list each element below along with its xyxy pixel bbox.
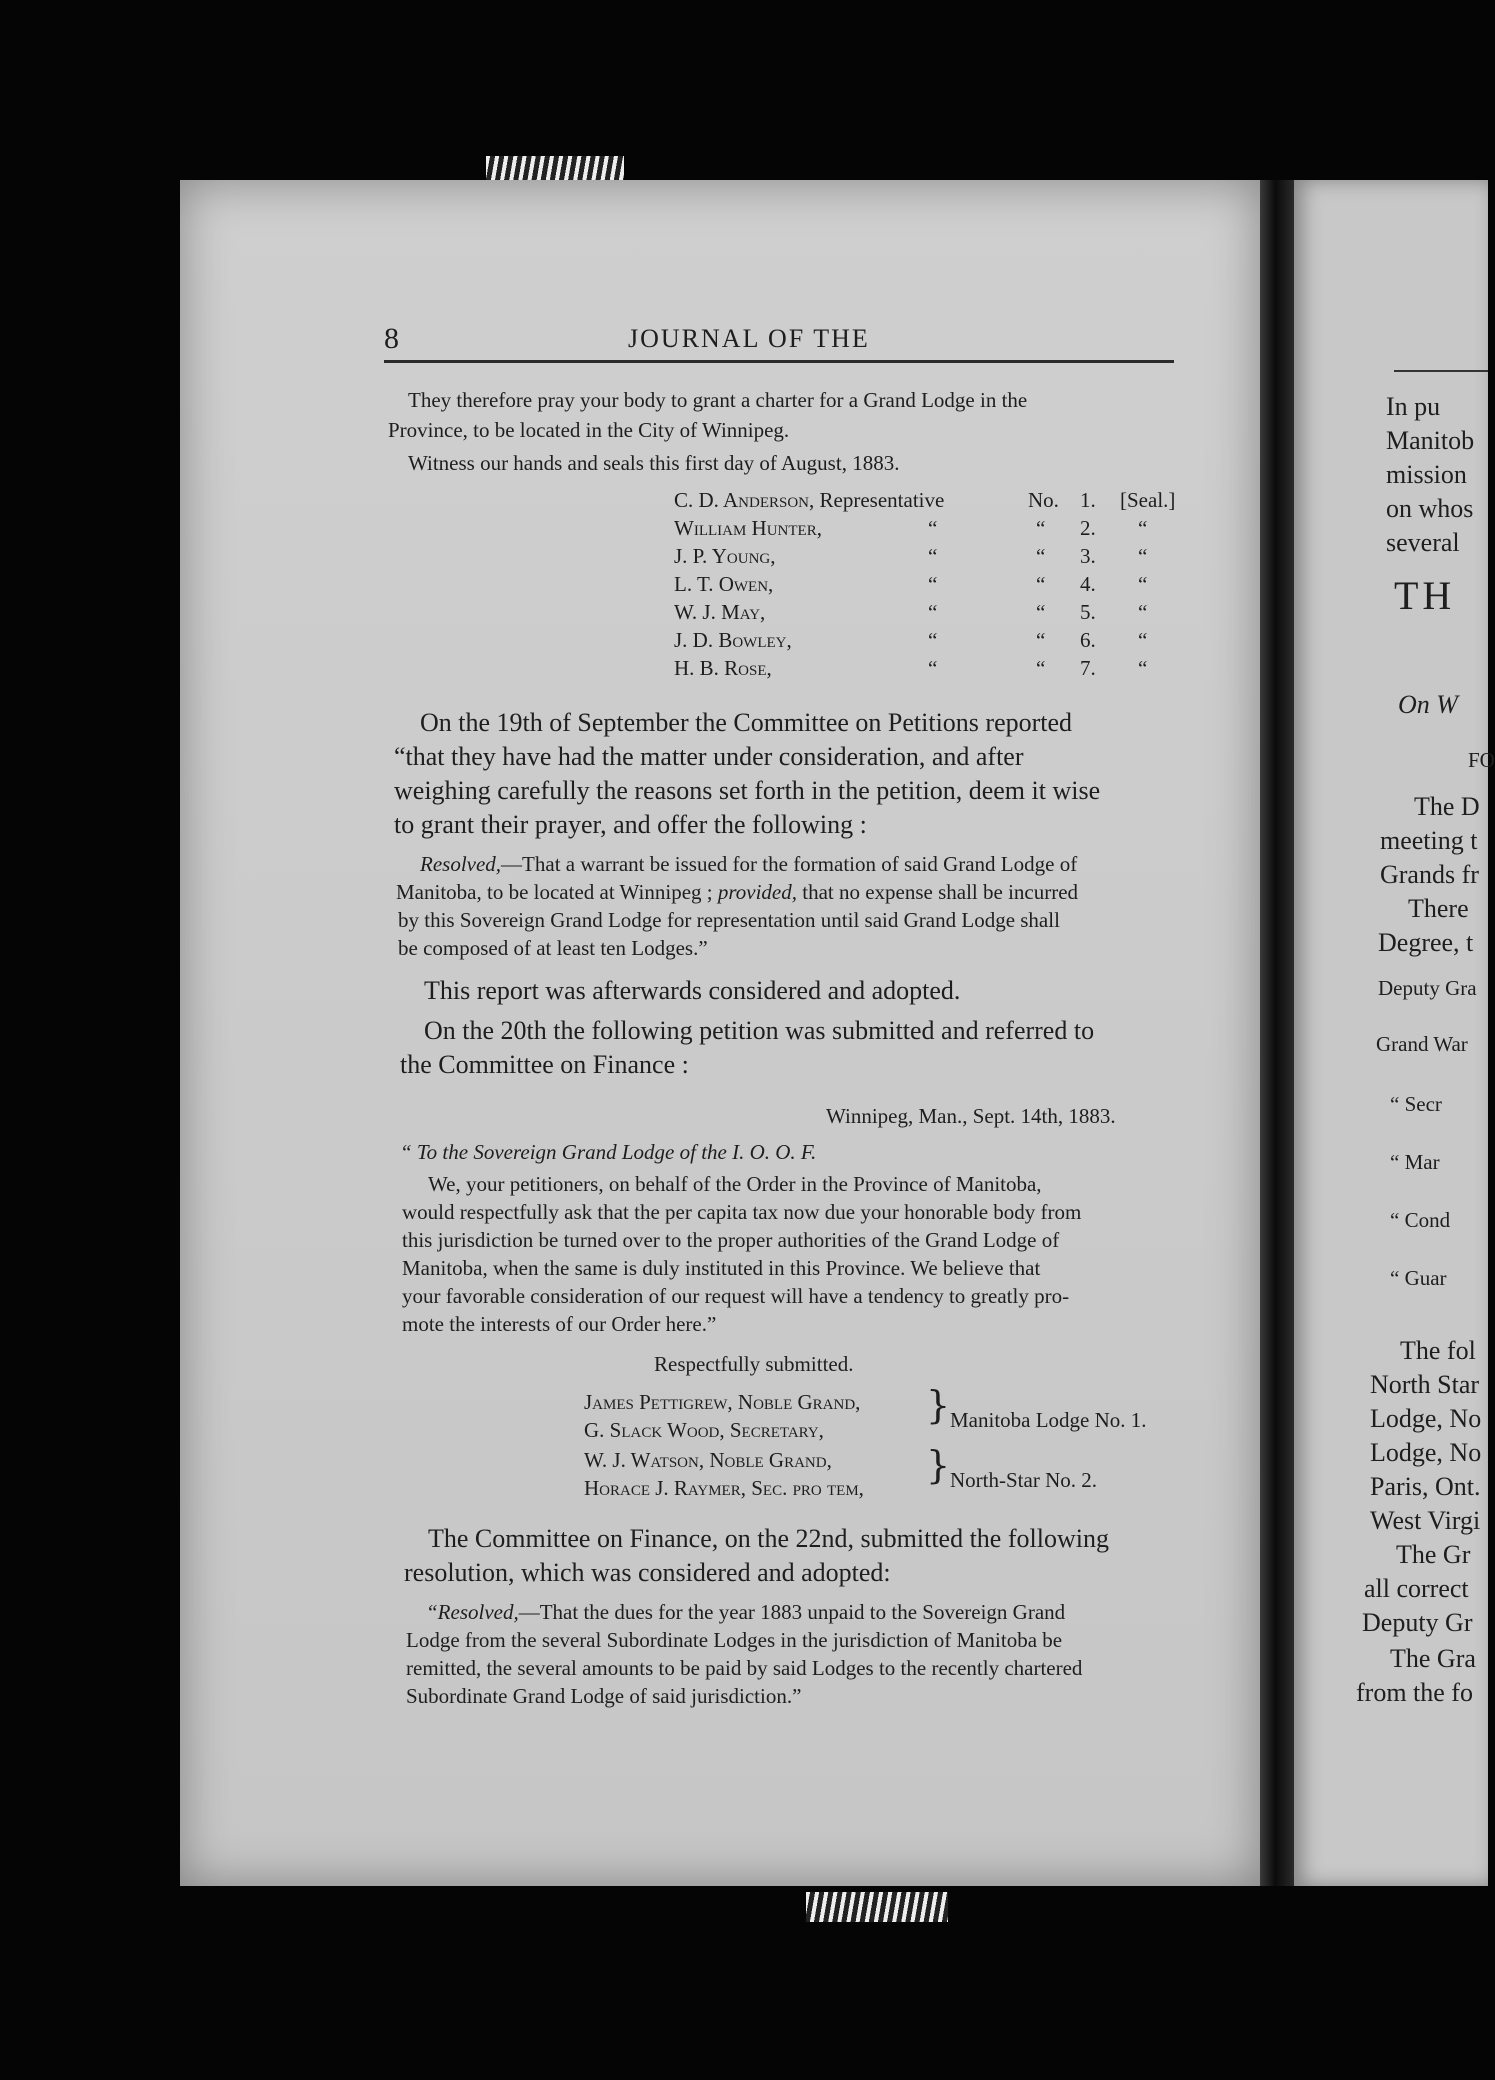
running-head: JOURNAL OF THE	[628, 324, 870, 353]
finance-intro: the Committee on Finance :	[400, 1050, 689, 1079]
signer-title: Representative	[819, 488, 945, 512]
report-line: weighing carefully the reasons set forth in the petition, deem it wise	[394, 776, 1101, 805]
final-resolution-line: Lodge from the several Subordinate Lodges in the jurisdiction of Manitoba be	[406, 1628, 1063, 1652]
right-page-line: In pu	[1386, 392, 1441, 421]
lodge-name: North-Star No. 2.	[950, 1468, 1097, 1492]
signer-number: 5.	[1080, 600, 1096, 624]
lodge-signer: W. J. Watson, Noble Grand,	[584, 1448, 832, 1472]
right-page-line: “ Guar	[1390, 1266, 1447, 1290]
signer-name: W. J. May,	[674, 600, 766, 624]
signer-name: C. D. Anderson,	[674, 488, 815, 512]
page-number: 8	[384, 322, 399, 355]
brace: }	[926, 1443, 951, 1487]
signer-number: 7.	[1080, 656, 1096, 680]
lodge-signer: James Pettigrew, Noble Grand,	[584, 1390, 861, 1414]
right-page-line: meeting t	[1380, 826, 1478, 855]
signer-no-label: “	[1036, 572, 1046, 596]
signer-number: 4.	[1080, 572, 1096, 596]
petition-body-line: this jurisdiction be turned over to the proper authorities of the Grand Lodge of	[402, 1228, 1060, 1252]
signer-title: “	[928, 656, 938, 680]
right-page-line: FO	[1468, 748, 1495, 772]
report-adopted: This report was afterwards considered and adopted.	[424, 976, 961, 1005]
signer-seal: “	[1138, 544, 1148, 568]
signer-no-label: “	[1036, 656, 1046, 680]
lodge-name: Manitoba Lodge No. 1.	[950, 1408, 1147, 1432]
right-page-line: Grand War	[1376, 1032, 1468, 1056]
right-page-line: The fol	[1400, 1336, 1476, 1365]
right-page-line: mission	[1386, 460, 1467, 489]
right-page-line: several	[1386, 528, 1460, 557]
right-page-line: Degree, t	[1378, 928, 1474, 957]
lodge-signer: G. Slack Wood, Secretary,	[584, 1418, 824, 1442]
petition-body-line: We, your petitioners, on behalf of the Order in the Province of Manitoba,	[428, 1172, 1042, 1196]
signer-number: 6.	[1080, 628, 1096, 652]
right-page-line: from the fo	[1356, 1678, 1473, 1707]
final-resolution-line: “Resolved,—That the dues for the year 1883 unpaid to the Sovereign Grand	[426, 1600, 1066, 1624]
report-line: On the 19th of September the Committee on Petitions reported	[420, 708, 1073, 737]
right-page-fragment	[1294, 180, 1495, 1886]
petition-body-line: Manitoba, when the same is duly instituted in this Province. We believe that	[402, 1256, 1041, 1280]
book-clip-top	[486, 156, 624, 182]
signer-number: 2.	[1080, 516, 1096, 540]
right-page-line: There	[1408, 894, 1469, 923]
right-page-heading: TH	[1394, 573, 1456, 618]
right-page-line: all correct	[1364, 1574, 1469, 1603]
signer-seal: “	[1138, 656, 1148, 680]
signer-no-label: No.	[1028, 488, 1059, 512]
right-page-line: Deputy Gra	[1378, 976, 1477, 1000]
header-rule	[384, 360, 1174, 363]
right-page-rule	[1394, 370, 1488, 372]
right-page-line: The D	[1414, 792, 1480, 821]
right-page-line: On W	[1398, 690, 1458, 719]
right-page-line: on whos	[1386, 494, 1474, 523]
right-page-line: Lodge, No	[1370, 1404, 1482, 1433]
final-resolution-line: remitted, the several amounts to be paid by said Lodges to the recently chartered	[406, 1656, 1083, 1680]
right-page-line: Lodge, No	[1370, 1438, 1482, 1467]
signer-seal: [Seal.]	[1120, 488, 1176, 512]
petition-line: Witness our hands and seals this first day of August, 1883.	[408, 451, 900, 475]
resolution-line: Resolved,—That a warrant be issued for the formation of said Grand Lodge of	[420, 852, 1078, 876]
resolution-line: Manitoba, to be located at Winnipeg ; provided, that no expense shall be incurred	[396, 880, 1079, 904]
lodge-signer: Horace J. Raymer, Sec. pro tem,	[584, 1476, 864, 1500]
brace: }	[926, 1383, 951, 1427]
closing: Respectfully submitted.	[654, 1352, 854, 1376]
signer-no-label: “	[1036, 544, 1046, 568]
right-page-line: Deputy Gr	[1362, 1608, 1473, 1637]
book-gutter	[1260, 180, 1294, 1886]
resolved-label: Resolved,	[420, 852, 502, 876]
petition-line: Province, to be located in the City of Winnipeg.	[388, 418, 790, 442]
signer-title: “	[928, 600, 938, 624]
signer-seal: “	[1138, 572, 1148, 596]
right-page-line: Grands fr	[1380, 860, 1479, 889]
petition-line: They therefore pray your body to grant a charter for a Grand Lodge in the	[408, 388, 1028, 412]
right-page-line: “ Secr	[1390, 1092, 1442, 1116]
signer-title: “	[928, 572, 938, 596]
finance-intro: On the 20th the following petition was submitted and referred to	[424, 1016, 1095, 1045]
signer-no-label: “	[1036, 516, 1046, 540]
book-clip-bottom	[806, 1892, 948, 1922]
petition-body-line: mote the interests of our Order here.”	[402, 1312, 717, 1336]
right-page-line: North Star	[1370, 1370, 1480, 1399]
right-page-line: Manitob	[1386, 426, 1475, 455]
right-page-line: Paris, Ont.	[1370, 1472, 1481, 1501]
signer-seal: “	[1138, 516, 1148, 540]
signer-title: “	[928, 516, 938, 540]
resolution-line: be composed of at least ten Lodges.”	[398, 936, 708, 960]
signer-name: J. D. Bowley,	[674, 628, 792, 652]
signer-name: L. T. Owen,	[674, 572, 774, 596]
final-line: resolution, which was considered and adopted:	[404, 1558, 891, 1587]
signer-seal: “	[1138, 600, 1148, 624]
signer-name: William Hunter,	[674, 516, 822, 540]
final-resolution-line: Subordinate Grand Lodge of said jurisdiction.”	[406, 1684, 802, 1708]
right-page-line: “ Cond	[1390, 1208, 1451, 1232]
signer-name: J. P. Young,	[674, 544, 776, 568]
right-page-line: “ Mar	[1390, 1150, 1440, 1174]
report-line: “that they have had the matter under consideration, and after	[394, 742, 1024, 771]
petition-body-line: your favorable consideration of our request will have a tendency to greatly pro-	[402, 1284, 1070, 1308]
dateline: Winnipeg, Man., Sept. 14th, 1883.	[826, 1104, 1116, 1128]
right-page-line: The Gr	[1396, 1540, 1471, 1569]
signer-number: 1.	[1080, 488, 1096, 512]
signer-number: 3.	[1080, 544, 1096, 568]
provided-label: provided,	[717, 880, 797, 904]
right-page-line: The Gra	[1390, 1644, 1476, 1673]
signer-name: H. B. Rose,	[674, 656, 772, 680]
report-line: to grant their prayer, and offer the following :	[394, 810, 867, 839]
signer-title: “	[928, 544, 938, 568]
address-line: “ To the Sovereign Grand Lodge of the I. O. O. F.	[400, 1140, 817, 1164]
signer-no-label: “	[1036, 628, 1046, 652]
signer-title: “	[928, 628, 938, 652]
petition-body-line: would respectfully ask that the per capita tax now due your honorable body from	[402, 1200, 1082, 1224]
left-page	[180, 180, 1260, 1886]
right-page-line: West Virgi	[1370, 1506, 1481, 1535]
signer-seal: “	[1138, 628, 1148, 652]
signer-no-label: “	[1036, 600, 1046, 624]
final-line: The Committee on Finance, on the 22nd, submitted the following	[428, 1524, 1109, 1553]
resolution-line: by this Sovereign Grand Lodge for representation until said Grand Lodge shall	[398, 908, 1060, 932]
